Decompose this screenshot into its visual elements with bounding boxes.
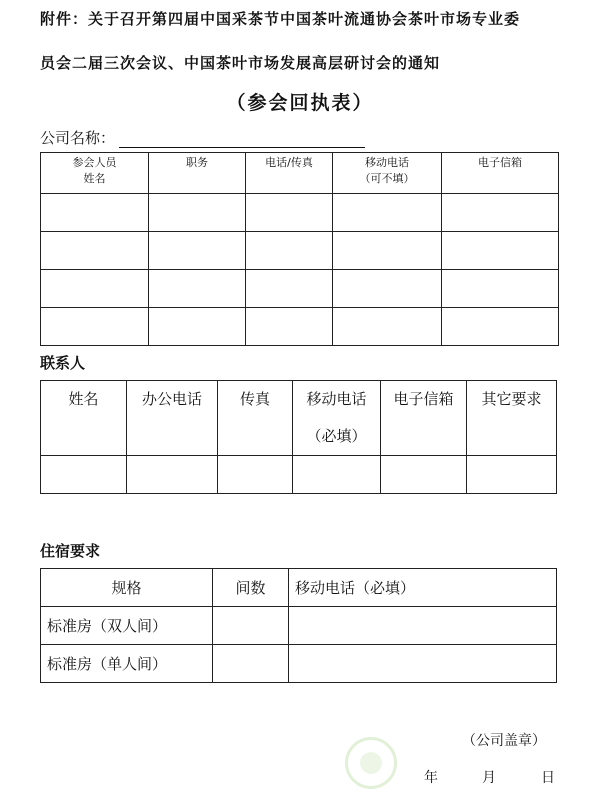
table-cell[interactable]	[246, 308, 333, 346]
contact-header-other: 其它要求	[467, 381, 557, 456]
attendees-header-row	[41, 153, 559, 194]
date-year-label: 年	[424, 770, 438, 786]
company-name-label: 公司名称：	[40, 129, 116, 147]
table-cell[interactable]	[246, 270, 333, 308]
lodging-type-single: 标准房（单人间）	[41, 645, 213, 683]
contact-header-office-phone: 办公电话	[127, 381, 218, 456]
table-cell[interactable]	[333, 194, 442, 232]
table-cell[interactable]	[467, 456, 557, 494]
table-cell[interactable]	[41, 232, 149, 270]
table-cell[interactable]	[149, 194, 246, 232]
attendees-header-position: 职务	[149, 153, 246, 194]
company-seal-label: （公司盖章）	[462, 733, 546, 749]
document-subtitle: （参会回执表）	[226, 92, 374, 114]
company-name-underline[interactable]	[119, 133, 365, 148]
table-cell[interactable]	[289, 607, 557, 645]
table-cell[interactable]	[218, 456, 293, 494]
table-cell[interactable]	[127, 456, 218, 494]
table-row	[41, 645, 557, 683]
contact-table	[40, 380, 557, 494]
table-cell[interactable]	[381, 456, 467, 494]
contact-header-fax: 传真	[218, 381, 293, 456]
lodging-heading: 住宿要求	[40, 542, 101, 560]
table-row	[41, 270, 559, 308]
table-cell[interactable]	[213, 607, 289, 645]
contact-header-mobile: 移动电话 （必填）	[293, 381, 381, 456]
table-cell[interactable]	[289, 645, 557, 683]
lodging-type-double: 标准房（双人间）	[41, 607, 213, 645]
contact-header-email: 电子信箱	[381, 381, 467, 456]
lodging-header-count: 间数	[213, 569, 289, 607]
table-row	[41, 232, 559, 270]
table-cell[interactable]	[41, 270, 149, 308]
table-cell[interactable]	[333, 308, 442, 346]
table-row	[41, 456, 557, 494]
contact-heading: 联系人	[40, 354, 86, 372]
table-cell[interactable]	[246, 232, 333, 270]
lodging-header-type: 规格	[41, 569, 213, 607]
table-cell[interactable]	[442, 270, 559, 308]
table-cell[interactable]	[293, 456, 381, 494]
table-cell[interactable]	[333, 270, 442, 308]
table-cell[interactable]	[213, 645, 289, 683]
table-cell[interactable]	[333, 232, 442, 270]
lodging-header-mobile: 移动电话（必填）	[289, 569, 557, 607]
watermark-logo-icon	[345, 737, 397, 789]
date-month-label: 月	[482, 770, 496, 786]
table-cell[interactable]	[442, 194, 559, 232]
table-row	[41, 308, 559, 346]
contact-header-name: 姓名	[41, 381, 127, 456]
attendees-header-phone-fax: 电话/传真	[246, 153, 333, 194]
date-day-label: 日	[541, 770, 555, 786]
attendees-header-name: 参会人员 姓名	[41, 153, 149, 194]
attendees-table	[40, 152, 559, 346]
table-row	[41, 607, 557, 645]
attendees-header-mobile: 移动电话 （可不填）	[333, 153, 442, 194]
document-title-line-1: 附件：关于召开第四届中国采茶节中国茶叶流通协会茶叶市场专业委	[40, 10, 521, 28]
company-name-field[interactable]	[40, 127, 365, 148]
table-cell[interactable]	[149, 308, 246, 346]
attendees-header-email: 电子信箱	[442, 153, 559, 194]
table-cell[interactable]	[442, 308, 559, 346]
table-cell[interactable]	[442, 232, 559, 270]
table-cell[interactable]	[149, 270, 246, 308]
lodging-header-row	[41, 569, 557, 607]
contact-header-row	[41, 381, 557, 456]
lodging-table	[40, 568, 557, 683]
document-title-line-2: 员会二届三次会议、中国茶叶市场发展高层研讨会的通知	[40, 54, 441, 72]
table-cell[interactable]	[246, 194, 333, 232]
table-cell[interactable]	[149, 232, 246, 270]
table-row	[41, 194, 559, 232]
table-cell[interactable]	[41, 308, 149, 346]
table-cell[interactable]	[41, 194, 149, 232]
table-cell[interactable]	[41, 456, 127, 494]
